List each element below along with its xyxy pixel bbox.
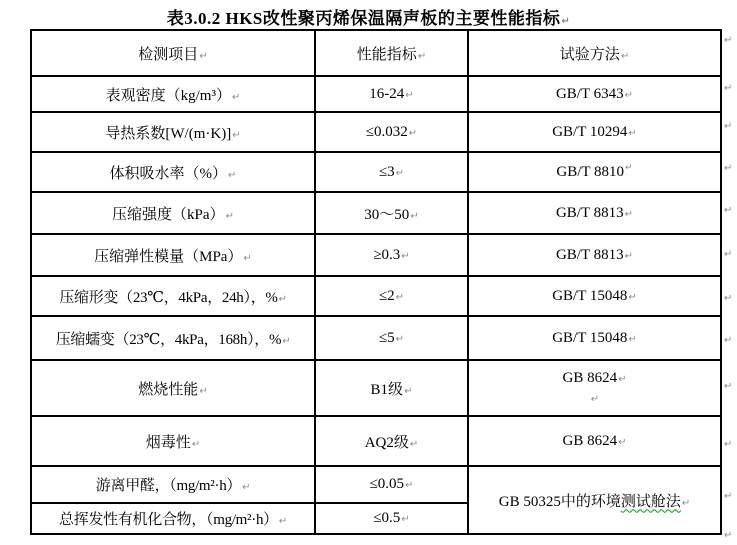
document-title (0, 4, 737, 29)
paragraph-mark: ↵ (724, 205, 733, 216)
row-end-mark (723, 329, 737, 375)
paragraph-mark: ↵ (404, 385, 413, 397)
method-text: GB/T 6343 (555, 85, 624, 102)
value-cell (315, 112, 468, 152)
table-row (31, 316, 721, 360)
value-text: ≤2 (378, 287, 395, 304)
document-title-text: 表3.0.2 HKS改性聚丙烯保温隔声板的主要性能指标 (166, 9, 561, 28)
paragraph-mark: ↵ (417, 50, 427, 62)
paragraph-mark: ↵ (401, 514, 410, 525)
item-text: 导热系数[W/(m·K)] (105, 125, 232, 142)
item-text: 燃烧性能 (138, 381, 199, 398)
value-text: ≤0.05 (369, 476, 405, 492)
method-text: GB/T 8813 (555, 204, 624, 221)
paragraph-mark: ↵ (628, 291, 637, 303)
value-cell (315, 503, 468, 534)
table-row (31, 192, 721, 234)
item-cell (31, 316, 315, 360)
empty-paragraph (471, 391, 718, 407)
value-cell (315, 466, 468, 503)
method-text: GB/T 15048 (552, 287, 628, 304)
value-cell (315, 416, 468, 466)
header-label: 试验方法 (559, 46, 620, 63)
method-cell (468, 276, 721, 316)
value-text: ≤0.5 (373, 510, 401, 526)
method-cell (468, 234, 721, 276)
item-cell (31, 466, 315, 503)
method-cell-merged (468, 466, 721, 534)
value-text: ≤0.032 (365, 123, 408, 140)
paragraph-mark: ↵ (724, 293, 733, 304)
paragraph-mark: ↵ (724, 249, 733, 260)
item-text: 表观密度（kg/m³） (105, 87, 231, 104)
paragraph-mark: ↵ (410, 210, 419, 222)
paragraph-mark: ↵ (231, 91, 241, 103)
row-end-mark (723, 287, 737, 329)
item-cell (31, 360, 315, 416)
paragraph-mark: ↵ (278, 293, 287, 305)
paragraph-mark: ↵ (282, 335, 291, 347)
item-text: 压缩强度（kPa） (112, 206, 225, 223)
paragraph-mark: ↵ (724, 121, 733, 132)
performance-table (30, 29, 722, 535)
method-cell (468, 152, 721, 192)
value-cell (315, 276, 468, 316)
paragraph-mark: ↵ (242, 482, 251, 493)
paragraph-mark: ↵ (620, 50, 630, 62)
method-cell (468, 112, 721, 152)
table-row (31, 112, 721, 152)
table-header-row (31, 30, 721, 76)
paragraph-mark: ↵ (278, 516, 287, 527)
paragraph-mark: ↵ (724, 163, 733, 174)
paragraph-mark: ↵ (395, 291, 405, 303)
paragraph-mark: ↵ (618, 436, 627, 448)
value-text: ≤5 (378, 329, 395, 346)
item-cell (31, 276, 315, 316)
row-end-mark (723, 77, 737, 115)
paragraph-mark: ↵ (243, 252, 252, 264)
method-cell (468, 316, 721, 360)
paragraph-mark: ↵ (724, 83, 733, 94)
row-end-mark (723, 375, 737, 433)
paragraph-mark: ↵ (199, 50, 208, 62)
item-text: 烟毒性 (145, 434, 191, 451)
item-text: 游离甲醛，（mg/m²·h） (95, 478, 242, 494)
row-end-mark (723, 29, 737, 77)
header-cell-value (315, 30, 468, 76)
paragraph-mark: ↵ (409, 438, 419, 450)
paragraph-mark: ↵ (624, 89, 634, 101)
method-text: GB/T 8813 (555, 246, 624, 263)
header-label: 检测项目 (138, 46, 199, 63)
row-end-mark (723, 485, 737, 524)
paragraph-mark: ↵ (724, 381, 733, 392)
method-line (471, 370, 718, 387)
header-label: 性能指标 (356, 46, 417, 63)
row-end-mark (723, 243, 737, 287)
paragraph-mark: ↵ (724, 335, 733, 346)
item-cell (31, 112, 315, 152)
header-cell-item (31, 30, 315, 76)
paragraph-mark: ↵ (624, 250, 634, 262)
table-row (31, 416, 721, 466)
header-cell-method (468, 30, 721, 76)
paragraph-mark: ↵ (724, 491, 733, 502)
value-cell (315, 76, 468, 112)
method-text: GB/T 15048 (552, 329, 628, 346)
value-text: ≤3 (378, 163, 395, 180)
method-text: GB/T 8810 (556, 164, 625, 180)
method-text: GB 8624 (562, 432, 618, 449)
paragraph-mark: ↵ (724, 439, 733, 450)
method-cell (468, 76, 721, 112)
table-row (31, 360, 721, 416)
paragraph-mark: ↵ (405, 480, 414, 491)
value-text: B1级 (370, 381, 404, 398)
paragraph-mark: ↵ (395, 333, 405, 345)
value-cell (315, 192, 468, 234)
row-end-mark (723, 157, 737, 199)
value-text: 16-24 (369, 85, 405, 102)
method-cell (468, 416, 721, 466)
method-cell (468, 192, 721, 234)
paragraph-mark: ↵ (395, 167, 405, 179)
row-end-marks-rail (723, 29, 737, 545)
paragraph-mark: ↵ (618, 373, 627, 385)
item-cell (31, 416, 315, 466)
paragraph-mark: ↵ (724, 35, 733, 46)
value-text: 30～50 (364, 206, 410, 223)
item-text: 体积吸水率（%） (109, 165, 228, 182)
paragraph-mark: ↵ (191, 438, 201, 450)
paragraph-mark: ↵ (225, 210, 234, 222)
method-text: GB 8624 (562, 369, 618, 386)
method-cell (468, 360, 721, 416)
value-cell (315, 152, 468, 192)
method-text: GB 50325中的环境 (498, 493, 621, 510)
table-row (31, 152, 721, 192)
row-end-mark (723, 199, 737, 243)
paragraph-mark: ↵ (405, 89, 414, 101)
item-cell (31, 503, 315, 534)
paragraph-mark: ↵ (628, 333, 637, 345)
paragraph-mark: ↵ (624, 208, 634, 220)
paragraph-mark: ↵ (232, 129, 241, 141)
item-text: 压缩形变（23℃，4kPa，24h），% (59, 289, 278, 306)
item-cell (31, 192, 315, 234)
item-text: 压缩蠕变（23℃，4kPa，168h），% (55, 331, 282, 348)
paragraph-mark: ↵ (408, 127, 418, 139)
table-row (31, 466, 721, 503)
table-row (31, 76, 721, 112)
row-end-mark (723, 115, 737, 157)
spellchecked-text: 测试舱法 (620, 493, 681, 510)
paragraph-mark: ↵ (625, 163, 633, 173)
item-text: 压缩弹性模量（MPa） (94, 248, 243, 265)
value-text: AQ2级 (364, 434, 409, 451)
item-cell (31, 152, 315, 192)
paragraph-mark: ↵ (199, 385, 208, 397)
paragraph-mark: ↵ (228, 169, 237, 181)
row-end-mark (723, 524, 737, 545)
value-text: ≥0.3 (373, 246, 401, 263)
item-cell (31, 234, 315, 276)
paragraph-mark: ↵ (628, 127, 637, 139)
paragraph-mark: ↵ (561, 16, 571, 27)
paragraph-mark: ↵ (681, 497, 691, 509)
value-cell (315, 316, 468, 360)
paragraph-mark: ↵ (401, 250, 410, 262)
item-cell (31, 76, 315, 112)
table-row (31, 234, 721, 276)
table-row (31, 276, 721, 316)
method-text: GB/T 10294 (552, 123, 628, 140)
row-end-mark (723, 433, 737, 485)
paragraph-mark: ↵ (724, 530, 733, 541)
value-cell (315, 360, 468, 416)
paragraph-mark: ↵ (590, 393, 600, 405)
item-text: 总挥发性有机化合物，（mg/m²·h） (59, 512, 278, 528)
value-cell (315, 234, 468, 276)
